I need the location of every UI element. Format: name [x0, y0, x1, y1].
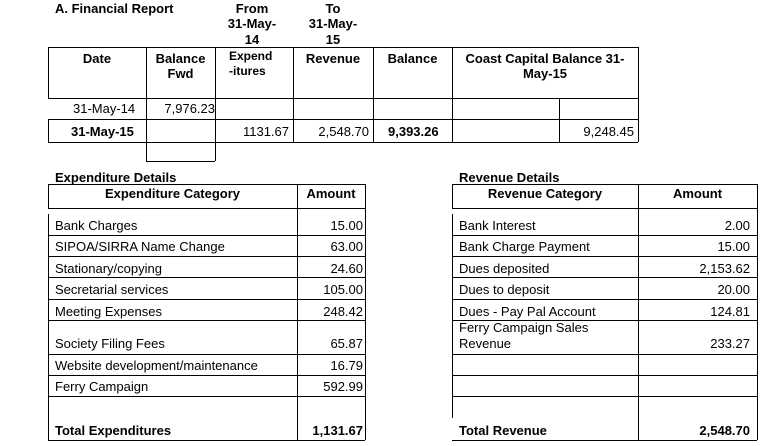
header-coast-capital-line1: Coast Capital Balance 31-	[465, 51, 625, 66]
period-from-date-line1: 31-May-	[227, 16, 277, 31]
row2-revenue: 2,548.70	[318, 124, 369, 139]
expenditure-row-category: Ferry Campaign	[55, 379, 149, 394]
row2-expenditures: 1131.67	[242, 124, 289, 139]
expenditure-row-amount: 592.99	[323, 379, 363, 394]
total-expenditures-label: Total Expenditures	[55, 423, 172, 438]
expenditure-row-amount: 105.00	[323, 282, 363, 297]
expenditure-row-category: Website development/maintenance	[55, 358, 258, 373]
revenue-row-amount: 2.00	[724, 218, 750, 233]
period-to-date-line2: 15	[325, 32, 341, 47]
total-expenditures-amount: 1,131.67	[312, 423, 363, 438]
expenditure-row-amount: 65.87	[330, 336, 363, 351]
expenditure-row-amount: 16.79	[330, 358, 363, 373]
revenue-row-category-line1: Ferry Campaign Sales	[459, 320, 589, 335]
expenditure-row-category: Meeting Expenses	[55, 304, 162, 319]
revenue-row-category-line2: Revenue	[459, 336, 512, 351]
revenue-amount-header: Amount	[672, 186, 723, 201]
expenditure-row-amount: 248.42	[323, 304, 363, 319]
row2-coast-capital: 9,248.45	[583, 124, 634, 139]
revenue-row-category: Bank Charge Payment	[459, 239, 590, 254]
expenditure-row-amount: 63.00	[330, 239, 363, 254]
expenditure-row-amount: 15.00	[330, 218, 363, 233]
expenditure-section-title: Expenditure Details	[55, 170, 177, 185]
expenditure-row-category: Society Filing Fees	[55, 336, 165, 351]
total-revenue-label: Total Revenue	[459, 423, 547, 438]
row1-balance-fwd: 7,976.23	[164, 101, 215, 116]
row1-date: 31-May-14	[73, 101, 136, 116]
revenue-section-title: Revenue Details	[459, 170, 560, 185]
revenue-row-amount: 20.00	[717, 282, 750, 297]
revenue-row-category: Dues deposited	[459, 261, 550, 276]
period-from-label: From	[235, 1, 269, 16]
total-revenue-amount: 2,548.70	[699, 423, 750, 438]
expenditure-row-category: SIPOA/SIRRA Name Change	[55, 239, 225, 254]
period-from-date-line2: 14	[244, 32, 260, 47]
expenditure-category-header: Expenditure Category	[104, 186, 241, 201]
header-coast-capital-line2: May-15	[522, 66, 568, 81]
expenditure-row-category: Secretarial services	[55, 282, 169, 297]
expenditure-row-amount: 24.60	[330, 261, 363, 276]
header-revenue: Revenue	[305, 51, 361, 66]
revenue-row-amount: 124.81	[710, 304, 750, 319]
expenditure-amount-header: Amount	[306, 186, 356, 201]
header-date: Date	[82, 51, 112, 66]
header-balance: Balance	[387, 51, 438, 66]
header-expenditures-line1: Expend	[229, 49, 273, 63]
revenue-row-amount: 233.27	[710, 336, 750, 351]
period-to-label: To	[325, 1, 341, 16]
header-expenditures-line2: -itures	[229, 64, 266, 78]
row2-balance: 9,393.26	[388, 124, 439, 139]
revenue-row-amount: 15.00	[717, 239, 750, 254]
revenue-row-category: Bank Interest	[459, 218, 536, 233]
revenue-category-header: Revenue Category	[487, 186, 603, 201]
period-to-date-line1: 31-May-	[308, 16, 358, 31]
expenditure-row-category: Bank Charges	[55, 218, 138, 233]
revenue-row-category: Dues - Pay Pal Account	[459, 304, 596, 319]
header-balance-fwd-line2: Fwd	[167, 66, 194, 81]
report-title: A. Financial Report	[55, 1, 174, 16]
row2-date: 31-May-15	[71, 124, 134, 139]
revenue-row-category: Dues to deposit	[459, 282, 550, 297]
header-balance-fwd-line1: Balance	[155, 51, 206, 66]
expenditure-row-category: Stationary/copying	[55, 261, 162, 276]
revenue-row-amount: 2,153.62	[699, 261, 750, 276]
